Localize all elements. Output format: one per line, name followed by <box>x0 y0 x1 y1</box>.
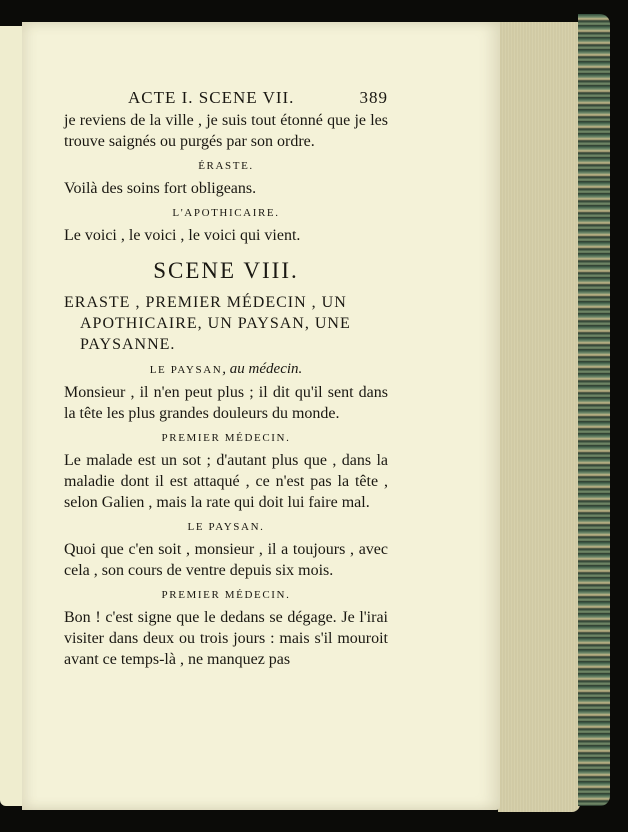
paragraph-cont: je reviens de la ville , je suis tout étonné que je les trouve saignés ou purgés par son ordre. <box>64 112 388 150</box>
speaker-name: LE PAYSAN <box>149 364 223 376</box>
speaker-paysan-2: LE PAYSAN. <box>187 521 265 533</box>
stage-direction: , au médecin. <box>222 361 303 377</box>
running-head: ACTE I. SCENE VII. <box>128 88 295 107</box>
speaker-eraste: ÉRASTE. <box>198 160 254 172</box>
speaker-premier-medecin: PREMIER MÉDECIN. <box>161 432 291 444</box>
scene-title: SCENE VIII. <box>153 258 299 283</box>
scene-cast <box>64 292 388 355</box>
paragraph-apothicaire: Le voici , le voici , le voici qui vient. <box>64 227 301 244</box>
left-page-edge <box>0 26 23 806</box>
book-spine <box>578 14 610 806</box>
paragraph-medecin-2: Bon ! c'est signe que le dedans se dégage. Je l'irai visiter dans deux ou trois jours : mais s'il mouroit avant ce temps-là , ne manquez pas <box>64 609 388 668</box>
running-header <box>64 88 388 110</box>
page-number: 389 <box>359 88 388 107</box>
speaker-premier-medecin-2: PREMIER MÉDECIN. <box>161 589 291 601</box>
page-block-edges <box>498 22 580 812</box>
cast-line: ERASTE , PREMIER MÉDECIN , UN <box>64 294 347 311</box>
paragraph-paysan-2: Quoi que c'en soit , monsieur , il a toujours , avec cela , son cours de ventre depuis six mois. <box>64 541 388 579</box>
speaker-apothicaire: L'APOTHICAIRE. <box>172 207 280 219</box>
page-text <box>64 88 388 670</box>
paragraph-medecin-1: Le malade est un sot ; d'autant plus que , dans la maladie dont il est attaqué , ce n'est pas la tête , selon Galien , mais la rate qui doit lui faire mal. <box>64 452 388 511</box>
cast-line: APOTHICAIRE, UN PAYSAN, UNE <box>80 315 351 332</box>
paragraph-eraste: Voilà des soins fort obligeans. <box>64 180 257 197</box>
cast-line: PAYSANNE. <box>80 336 176 353</box>
speaker-paysan <box>64 361 388 378</box>
paragraph-paysan-1: Monsieur , il n'en peut plus ; il dit qu'il sent dans la tête les plus grandes douleurs du monde. <box>64 384 388 422</box>
